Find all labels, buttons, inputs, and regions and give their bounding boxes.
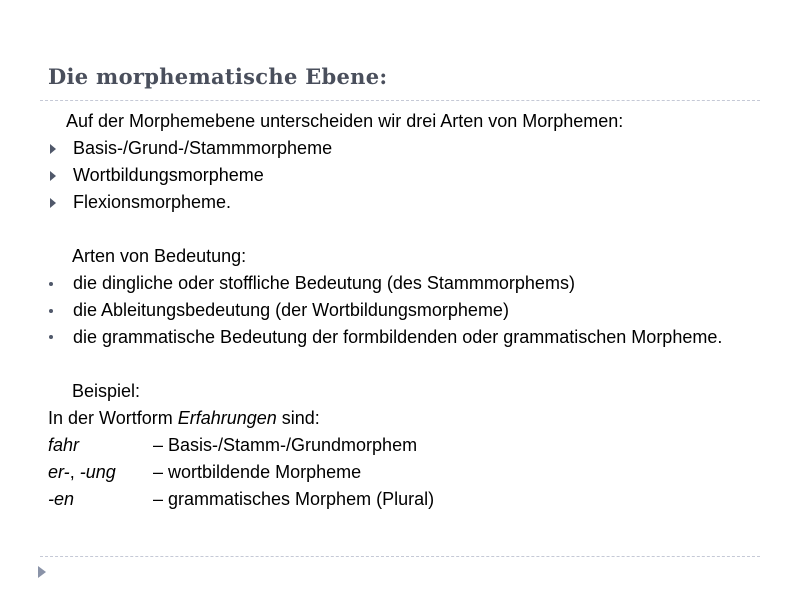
play-arrow-icon[interactable]	[38, 566, 46, 578]
list-item	[48, 135, 768, 162]
example-intro-prefix: In der Wortform	[48, 408, 178, 428]
example-intro	[48, 405, 768, 432]
slide-content	[48, 108, 768, 513]
example-term-part: -ung	[79, 462, 116, 482]
example-description: – wortbildende Morpheme	[153, 462, 362, 482]
spacer	[48, 351, 768, 378]
example-term: -en	[48, 489, 75, 509]
list-item	[48, 324, 733, 351]
triangle-right-icon	[50, 171, 56, 181]
list-item-label: die dingliche oder stoffliche Bedeutung (des Stammmorphems)	[73, 273, 575, 293]
example-row	[48, 432, 768, 459]
list-item-label: Wortbildungsmorpheme	[73, 165, 264, 185]
spacer	[48, 216, 768, 243]
triangle-right-icon	[50, 144, 56, 154]
list-item	[48, 270, 768, 297]
example-word: Erfahrungen	[177, 408, 277, 428]
example-description: – grammatisches Morphem (Plural)	[153, 489, 435, 509]
intro-text: Auf der Morphemebene unterscheiden wir drei Arten von Morphemen:	[66, 111, 624, 131]
list-item-label: Basis-/Grund-/Stammmorpheme	[73, 138, 333, 158]
list-item-label: die Ableitungsbedeutung (der Wortbildungsmorpheme)	[73, 300, 509, 320]
list-item-label: Flexionsmorpheme.	[73, 192, 232, 212]
dot-icon	[49, 309, 53, 313]
example-heading: Beispiel:	[72, 381, 141, 401]
meaning-heading: Arten von Bedeutung:	[72, 246, 247, 266]
list-item-label: die grammatische Bedeutung der formbildenden oder grammatischen Morpheme.	[73, 327, 723, 347]
dot-icon	[49, 282, 53, 286]
list-item	[48, 162, 768, 189]
example-row	[48, 459, 768, 486]
list-item	[48, 189, 768, 216]
triangle-right-icon	[50, 198, 56, 208]
list-item	[48, 297, 768, 324]
example-row	[48, 486, 768, 513]
example-term: fahr	[48, 435, 80, 455]
title-divider	[40, 100, 760, 101]
slide-title: Die morphematische Ebene:	[48, 64, 388, 89]
dot-icon	[49, 335, 53, 339]
footer-divider	[40, 556, 760, 557]
example-term-separator: ,	[69, 462, 80, 482]
example-term	[48, 459, 153, 486]
example-description: – Basis-/Stamm-/Grundmorphem	[153, 435, 418, 455]
example-term-part: er-	[48, 462, 70, 482]
example-intro-suffix: sind:	[276, 408, 320, 428]
